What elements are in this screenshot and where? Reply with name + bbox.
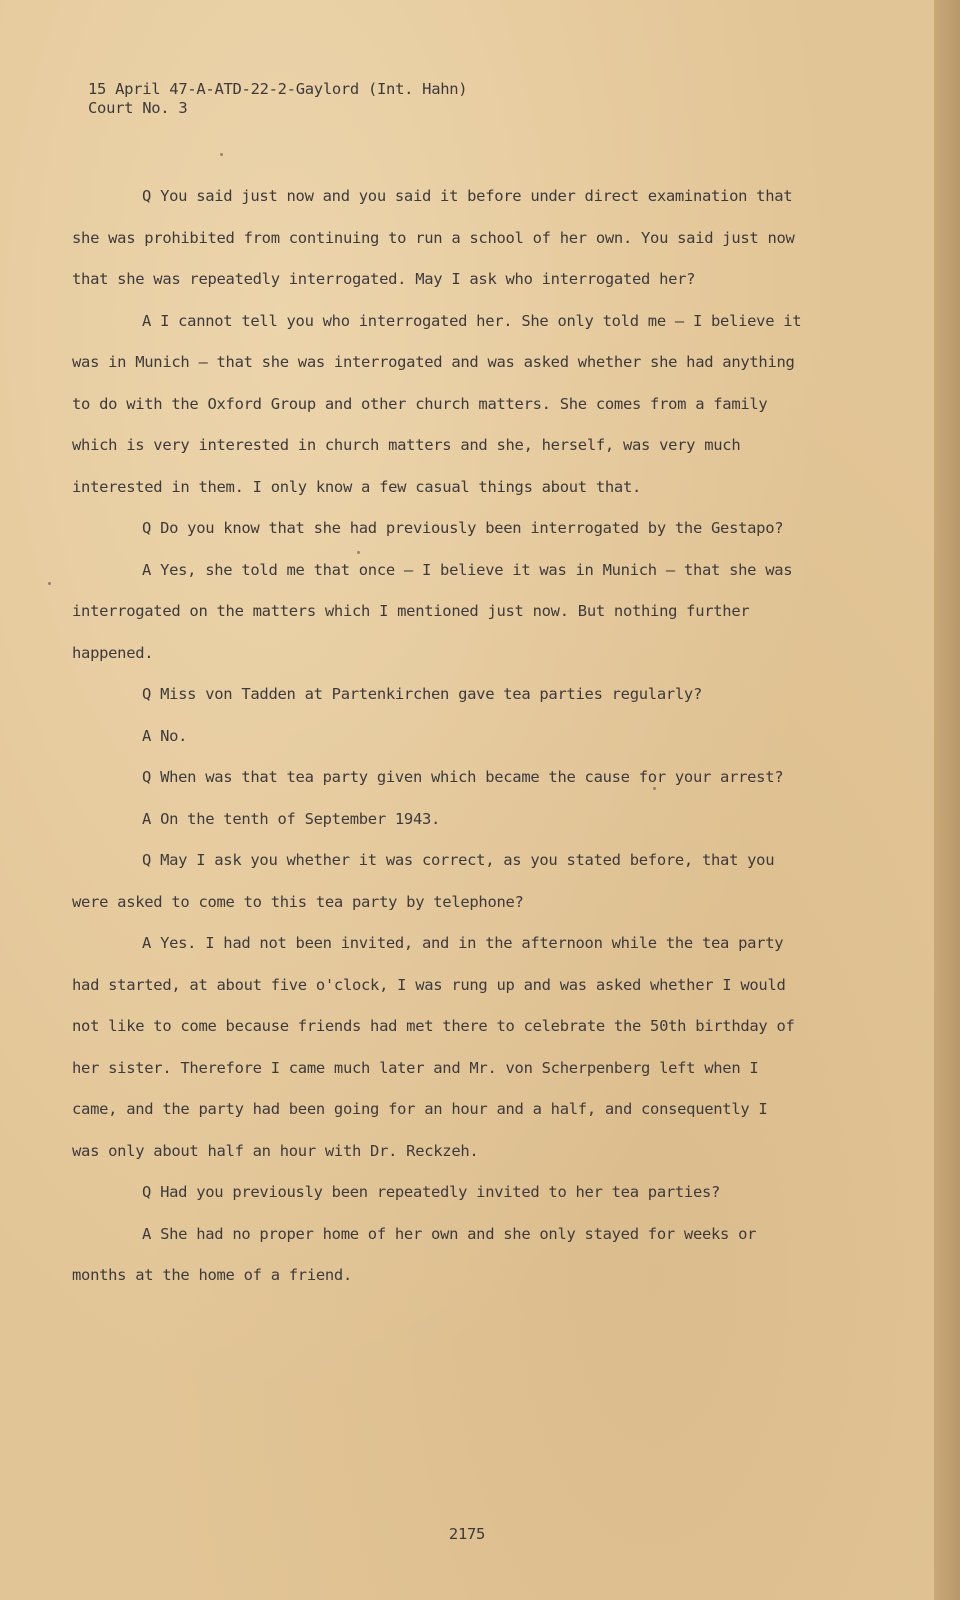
transcript-paragraph: Q When was that tea party given which became the cause for your arrest? xyxy=(142,768,784,786)
header-line-date-reference: 15 April 47-A-ATD-22-2-Gaylord (Int. Hahn) xyxy=(88,80,468,98)
paper-speck xyxy=(653,787,656,790)
transcript-paragraph: Q Miss von Tadden at Partenkirchen gave tea parties regularly? xyxy=(142,685,702,703)
transcript-paragraph: Q Had you previously been repeatedly invited to her tea parties? xyxy=(142,1183,721,1201)
paper-speck xyxy=(48,582,51,585)
document-header xyxy=(88,80,467,118)
transcript-paragraph: Q You said just now and you said it before under direct examination that she was prohibited from continuing to run a school of her own. You said just now that she was repeatedly interrogated. May I ask who interrogated her? xyxy=(72,187,795,288)
transcript-paragraph: A On the tenth of September 1943. xyxy=(142,809,441,828)
transcript-paragraph: A Yes, she told me that once — I believe it was in Munich — that she was interrogated on the matters which I mentioned just now. But nothing further happened. xyxy=(72,560,793,662)
paper-speck xyxy=(357,551,360,554)
page-edge-shadow xyxy=(934,0,960,1600)
transcript-paragraph: A She had no proper home of her own and she only stayed for weeks or months at the home of a friend. xyxy=(72,1224,757,1284)
header-line-court: Court No. 3 xyxy=(88,99,188,117)
transcript-paragraph: Q May I ask you whether it was correct, as you stated before, that you were asked to come to this tea party by telephone? xyxy=(72,851,775,911)
transcript-paragraph: Q Do you know that she had previously been interrogated by the Gestapo? xyxy=(142,519,784,537)
transcript-paragraph: A I cannot tell you who interrogated her. She only told me — I believe it was in Munich — that she was interrogated and was asked whether she had anything to do with the Oxford Group and other church matters. She comes from a family which is very interested in church matters and she, herself, was very much interested in them. I only know a few casual things about that. xyxy=(72,311,802,496)
transcript-body xyxy=(72,176,802,1297)
page-number: 2175 xyxy=(448,1525,486,1543)
transcript-paragraph: A Yes. I had not been invited, and in the afternoon while the tea party had started, at about five o'clock, I was rung up and was asked whether I would not like to come because friends had met there to celebrate the 50th birthday of her sister. Therefore I came much later and Mr. von Scherpenberg left when I came, and the party had been going for an hour and a half, and consequently I was only about half an hour with Dr. Reckzeh. xyxy=(72,934,795,1160)
transcript-paragraph: A No. xyxy=(142,726,188,745)
paper-speck xyxy=(220,153,223,156)
